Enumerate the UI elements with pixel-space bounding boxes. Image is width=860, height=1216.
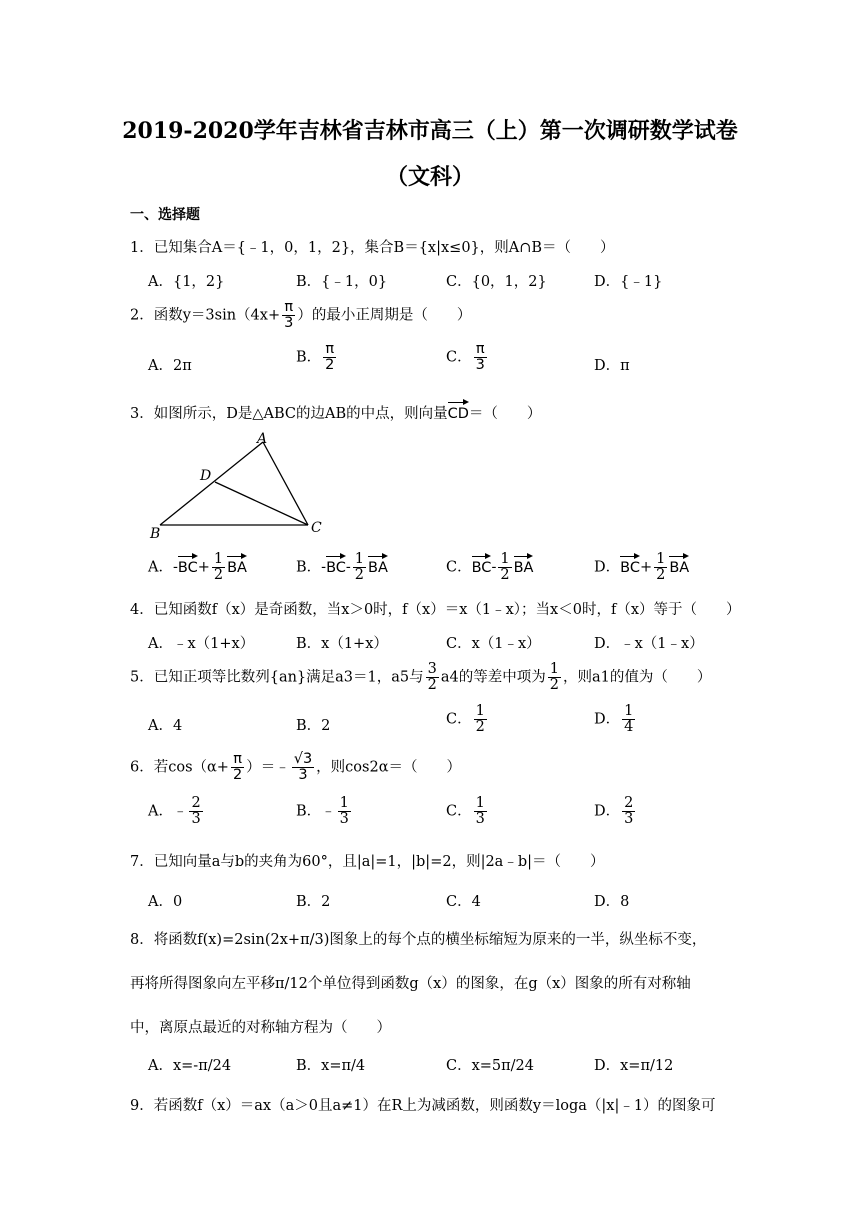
q8-option-c: C．x=5π/24 [446, 1058, 535, 1074]
vertex-a: A [257, 431, 268, 447]
q2-option-a: A．2π [148, 358, 192, 374]
q3-option-b: B．-BC- $\frac{1}{2}$ BA [296, 551, 388, 584]
question-1: 1．已知集合A＝{﹣1，0，1，2}，集合B＝{x|x≤0}，则A∩B＝（ ） [130, 240, 615, 256]
question-6: 6．若cos（α+ $\frac{\pi}{2}$ ）＝﹣ $\frac{√3}{3}$ ，则cos2α＝（ ） [130, 751, 461, 784]
q4-option-a: A．﹣x（1+x） [148, 636, 255, 652]
section-heading: 一、选择题 [130, 207, 200, 223]
q4-option-c: C．x（1﹣x） [446, 636, 541, 652]
q8-option-d: D．x=π/12 [594, 1058, 674, 1074]
q2-option-c: C． $\frac{\pi}{3}$ [446, 341, 485, 374]
q1-option-a: A．{1，2} [148, 274, 225, 290]
question-8-line-3: 中，离原点最近的对称轴方程为（ ） [130, 1020, 391, 1036]
vertex-d: D [200, 468, 212, 484]
q8-option-a: A．x=-π/24 [148, 1058, 232, 1074]
q2-option-d: D．π [594, 358, 630, 374]
q5-option-d: D． $\frac{1}{4}$ [594, 703, 634, 736]
q3-option-d: D．BC+ $\frac{1}{2}$ BA [594, 551, 690, 584]
question-4: 4．已知函数f（x）是奇函数，当x＞0时，f（x）＝x（1﹣x）；当x＜0时，f（x）等于（ ） [130, 602, 741, 618]
q6-option-d: D． $\frac{2}{3}$ [594, 795, 634, 828]
q1-option-b: B．{﹣1，0} [296, 274, 388, 290]
q2-option-b: B． $\frac{\pi}{2}$ [296, 341, 335, 374]
triangle-figure [145, 430, 345, 545]
q5-option-a: A．4 [148, 718, 183, 734]
q4-option-b: B．x（1+x） [296, 636, 388, 652]
vertex-c: C [311, 520, 322, 536]
q1-option-d: D．{﹣1} [594, 274, 663, 290]
q8-option-b: B．x=π/4 [296, 1058, 366, 1074]
q5-option-b: B．2 [296, 718, 331, 734]
question-9: 9．若函数f（x）＝ax（a＞0且a≠1）在R上为减函数，则函数y＝loga（|x|﹣1）的图象可 [130, 1098, 716, 1114]
q7-option-d: D．8 [594, 894, 630, 910]
q6-option-a: A．﹣ $\frac{2}{3}$ [148, 795, 201, 828]
q1-option-c: C．{0，1，2} [446, 274, 547, 290]
q6-option-c: C． $\frac{1}{3}$ [446, 795, 485, 828]
q3-option-a: A．-BC+ $\frac{1}{2}$ BA [148, 551, 247, 584]
question-7: 7．已知向量a与b的夹角为60°，且|a|=1，|b|=2，则|2a﹣b|＝（ ） [130, 854, 605, 870]
exam-subtitle: （文科） [385, 164, 474, 190]
q6-option-b: B．﹣ $\frac{1}{3}$ [296, 795, 349, 828]
exam-title: 2019-2020学年吉林省吉林市高三（上）第一次调研数学试卷 [122, 118, 738, 144]
question-3: 3．如图所示，D是△ABC的边AB的中点，则向量CD＝（ ） [130, 400, 541, 423]
q5-option-c: C． $\frac{1}{2}$ [446, 703, 485, 736]
question-8-line-2: 再将所得图象向左平移π/12个单位得到函数g（x）的图象，在g（x）图象的所有对称轴 [130, 976, 691, 992]
q7-option-b: B．2 [296, 894, 331, 910]
q4-option-d: D．﹣x（1﹣x） [594, 636, 704, 652]
question-2: 2．函数y＝3sin（4x+ $\frac{\pi}{3}$ ）的最小正周期是（ ） [130, 299, 472, 332]
question-8-line-1: 8．将函数f(x)=2sin(2x+π/3)图象上的每个点的横坐标缩短为原来的一半，纵坐标不变， [130, 932, 707, 948]
question-5: 5．已知正项等比数列{an}满足a3＝1，a5与 $\frac{3}{2}$ a4的等差中项为 $\frac{1}{2}$ ，则a1的值为（ ） [130, 661, 712, 694]
vertex-b: B [150, 526, 161, 542]
q7-option-a: A．0 [148, 894, 183, 910]
q3-option-c: C．BC- $\frac{1}{2}$ BA [446, 551, 534, 584]
q7-option-c: C．4 [446, 894, 481, 910]
